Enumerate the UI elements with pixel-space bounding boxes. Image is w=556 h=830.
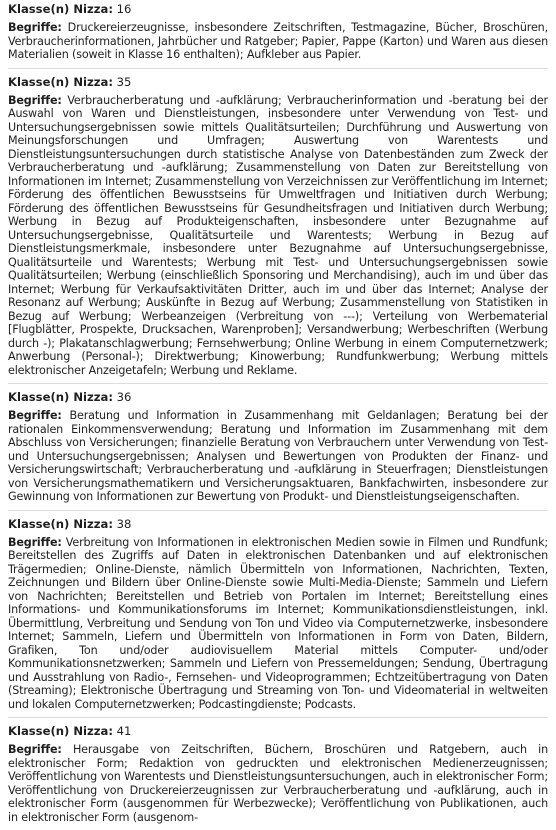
terms-label: Begriffe: — [8, 21, 62, 34]
terms-paragraph — [8, 94, 548, 378]
entry-class-16 — [8, 2, 548, 62]
terms-paragraph — [8, 409, 548, 504]
class-number: 35 — [116, 74, 132, 89]
terms-paragraph — [8, 536, 548, 712]
divider — [8, 510, 548, 512]
divider — [8, 717, 548, 719]
class-heading — [8, 75, 548, 90]
class-label: Klasse(n) Nizza: — [8, 74, 113, 89]
class-label: Klasse(n) Nizza: — [8, 724, 113, 738]
terms-label: Begriffe: — [8, 743, 62, 756]
class-heading — [8, 724, 548, 739]
terms-text: Druckereierzeugnisse, insbesondere Zeitschriften, Testmagazine, Bücher, Broschüren, Verbraucherinformationen, Jahrbücher und Ratgeber; Papier, Pappe (Karton) und Waren aus diesen Materialien (soweit in Klasse 16 enthalten); Aufkleber aus Papier. — [8, 21, 548, 61]
terms-label: Begriffe: — [8, 93, 62, 107]
terms-label: Begriffe: — [8, 409, 62, 422]
terms-text: Verbreitung von Informationen in elektronischen Medien sowie in Filmen und Rundfunk; Bereitstellen des Zugriffs auf Daten in elektronischen Datenbanken und auf elektronischen Trägermedien; Online-Dienste, nämlich Übermitteln von Informationen, Nachrichten, Texten, Zeichnungen und Bildern über Online-Dienste sowie Multi-Media-Dienste; Sammeln und Liefern von Nachrichten; Bereitstellen und Betrieb von Portalen im Internet; Bereitstellung eines Informations- und Kommunikationsforums im Internet; Kommunikationsdienstleistungen, inkl. Übermittlung, Verbreitung und Sendung von Ton und Video via Computernetzwerke, insbesondere Internet; Sammeln, Liefern und Übermitteln von Informationen in Form von Daten, Bildern, Grafiken, Ton und/oder audiovisuellem Material mittels Computer- und/oder Kommunikationsnetzwerken; Sammeln und Liefern von Pressemeldungen; Sendung, Übertragung und Ausstrahlung von Radio-, Fernsehen- und Videoprogrammen; Echtzeitübertragung von Daten (Streaming); Elektronische Übertragung und Streaming von Ton- und Videomaterial in weltweiten und lokalen Computernetzwerken; Podcastingdienste; Podcasts. — [8, 535, 548, 711]
entry-class-35 — [8, 75, 548, 378]
terms-text: Herausgabe von Zeitschriften, Büchern, Broschüren und Ratgebern, auch in elektronischer Form; Redaktion von gedruckten und elektronischen Medienerzeugnissen; Veröffentlichung von Warentests und Dienstleistungsuntersuchungen, auch in elektronischer Form; Veröffentlichung von Druckereierzeugnissen zur Verbraucherberatung und -aufklärung, auch in elektronischer Form (ausgenommen für Werbezwecke); Veröffentlichung von Publikationen, auch in elektronischer Form (ausgenom- — [8, 743, 548, 824]
class-number: 36 — [116, 390, 132, 404]
terms-text: Beratung und Information in Zusammenhang mit Geldanlagen; Beratung bei der rationalen Einkommensverwendung; Beratung und Information im Zusammenhang mit dem Abschluss von Versicherungen; finanzielle Beratung von Verbrauchern unter Verwendung von Test- und Untersuchungsergebnissen; Analysen und Bewertungen von Produkten der Finanz- und Versicherungswirtschaft; Verbraucherberatung und -aufklärung in Steuerfragen; Dienstleistungen von Versicherungsmathematikern und Versicherungsaktuaren, Bankfachwirten, insbesondere zur Gewinnung von Informationen zur Bewertung von Produkt- und Dienstleistungseigenschaften. — [8, 409, 548, 503]
class-number: 41 — [116, 724, 132, 738]
entry-class-36 — [8, 390, 548, 504]
divider — [8, 383, 548, 385]
class-number: 38 — [116, 516, 132, 531]
terms-label: Begriffe: — [8, 535, 62, 549]
class-heading — [8, 2, 548, 17]
entry-class-41 — [8, 724, 548, 824]
terms-paragraph — [8, 743, 548, 824]
class-heading — [8, 390, 548, 405]
entry-class-38 — [8, 517, 548, 712]
document-page — [8, 2, 548, 830]
class-number: 16 — [116, 2, 132, 16]
divider — [8, 68, 548, 70]
class-heading — [8, 517, 548, 532]
class-label: Klasse(n) Nizza: — [8, 516, 113, 531]
terms-text: Verbraucherberatung und -aufklärung; Verbraucherinformation und -beratung bei der Auswahl von Waren und Dienstleistungen, insbesondere unter Verwendung von Test- und Untersuchungsergebnissen sowie mittels Qualitätsurteilen; Durchführung und Auswertung von Meinungsforschungen und Umfragen; Auswertung von Warentests und Dienstleistungsuntersuchungen durch statistische Analyse von Datenbeständen zum Zweck der Verbraucherberatung und -aufklärung; Zusammenstellung von Daten zur Bereitstellung von Informationen im Internet; Zusammenstellung von Verzeichnissen zur Veröffentlichung im Internet; Förderung des öffentlichen Bewusstseins für Umweltfragen und Initiativen durch Werbung; Förderung des öffentlichen Bewusstseins für Gesundheitsfragen und Initiativen durch Werbung; Werbung in Bezug auf Produkteigenschaften, insbesondere unter Bezugnahme auf Untersuchungsergebnisse, Qualitätsurteile und Warentests; Werbung in Bezug auf Dienstleistungsmerkmale, insbesondere unter Bezugnahme auf Untersuchungsergebnisse, Qualitätsurteile und Warentests; Werbung mit Test- und Untersuchungsergebnissen sowie Qualitätsurteilen; Werbung (einschließlich Sponsoring und Merchandising), auch im und über das Internet; Werbung für Verkaufsaktivitäten Dritter, auch im und über das Internet; Analyse der Resonanz auf Werbung; Auskünfte in Bezug auf Werbung; Zusammenstellung von Statistiken in Bezug auf Werbung; Werbeanzeigen (Verbreitung von ---); Verteilung von Werbematerial [Flugblätter, Prospekte, Drucksachen, Warenproben]; Versandwerbung; Werbeschriften (Werbung durch -); Plakatanschlagwerbung; Fernsehwerbung; Online Werbung in einem Computernetzwerk; Anwerbung (Personal-); Direktwerbung; Kinowerbung; Rundfunkwerbung; Werbung mittels elektronischer Anzeigetafeln; Werbung und Reklame. — [8, 93, 548, 377]
class-label: Klasse(n) Nizza: — [8, 390, 113, 404]
class-label: Klasse(n) Nizza: — [8, 2, 113, 16]
terms-paragraph — [8, 21, 548, 62]
